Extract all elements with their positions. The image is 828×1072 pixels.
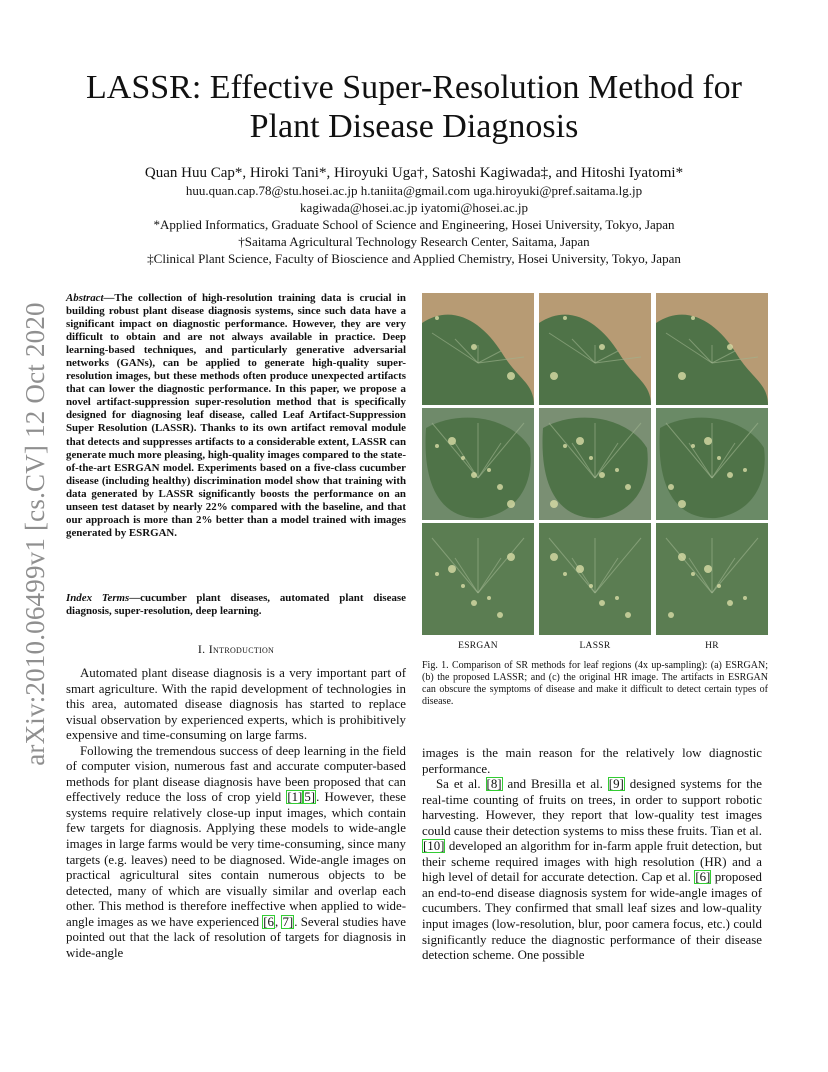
abstract	[66, 292, 406, 540]
paragraph-text: Sa et al.	[436, 777, 486, 792]
leaf-image-hr-1	[656, 293, 768, 405]
abstract-label: Abstract	[66, 292, 104, 304]
paper-title: LASSR: Effective Super-Resolution Method for Plant Disease Diagnosis	[86, 69, 742, 145]
paragraph-text: . However, these systems require relatively close-up input images, which contain few targets for diagnosis. Applying these models to wide-angle images in large farms would be very time-consuming, since many targets (e.g. leaves) need to be diagnosed. Wide-angle images on practical agricultural sites contain numerous objects to be detected, many of which are visually similar and overlap each other. This method is therefore ineffective when applied to wide-angle images as we have experienced	[66, 790, 406, 929]
citation-link-1[interactable]: [1]	[287, 790, 303, 805]
figure-column-labels	[422, 641, 768, 651]
paragraph-text: . Several studies have pointed out that the lack of resolution of targets for diagnosis in wide-angle	[66, 914, 406, 960]
citation-link-7[interactable]: 7]	[282, 914, 294, 929]
index-terms-label: Index Terms	[66, 592, 130, 604]
paragraph-text: proposed an end-to-end disease diagnosis system for wide-angle images of cucumbers. They confirmed that small leaf sizes and low-quality input images (low-resolution, blur, poor camera focus, etc.) could significantly reduce the diagnostic performance of their disease detection scheme. One possible	[422, 870, 762, 963]
author-list: Quan Huu Cap*, Hiroki Tani*, Hiroyuki Uga†, Satoshi Kagiwada‡, and Hitoshi Iyatomi*	[144, 165, 684, 181]
citation-link-8[interactable]: [8]	[486, 777, 502, 792]
affiliation-saitama: †Saitama Agricultural Technology Research Center, Saitama, Japan	[238, 234, 590, 249]
citation-link-6b[interactable]: [6]	[695, 870, 711, 885]
leaf-image-hr-2	[656, 408, 768, 520]
citation-link-10[interactable]: [10]	[423, 839, 445, 854]
arxiv-identifier-stamp: arXiv:2010.06499v1 [cs.CV] 12 Oct 2020	[20, 302, 50, 766]
paragraph: Automated plant disease diagnosis is a very important part of smart agriculture. With the rapid development of technologies in this area, automated disease diagnosis has started to replace visual observation by experienced experts, which is prohibitively expensive and time-consuming on large farms.	[66, 666, 406, 743]
leaf-image-lassr-1	[539, 293, 651, 405]
column-label-lassr: LASSR	[579, 641, 611, 651]
paragraph-text: designed systems for the real-time counting of fruits on trees, in order to support robotic harvesting. However, they report that low-quality test images could cause their detection systems to miss these fruits. Tian et al.	[422, 777, 762, 838]
author-emails-line-2: kagiwada@hosei.ac.jp iyatomi@hosei.ac.jp	[300, 200, 528, 215]
leaf-image-esrgan-3	[422, 523, 534, 635]
paragraph-text: developed an algorithm for in-farm apple fruit detection, but their scheme required images with high resolution (HR) and a high level of detail for accurate detection. Cap et al.	[422, 839, 762, 885]
section-heading-introduction	[66, 642, 406, 657]
paragraph	[422, 777, 762, 964]
leaf-image-esrgan-2	[422, 408, 534, 520]
figure-1	[422, 293, 768, 651]
paragraph: images is the main reason for the relatively low diagnostic performance.	[422, 746, 762, 776]
affiliation-hosei-informatics: *Applied Informatics, Graduate School of Science and Engineering, Hosei University, Tokyo, Japan	[153, 217, 675, 232]
paragraph-text: Following the tremendous success of deep learning in the field of computer vision, numerous fast and accurate computer-based methods for plant disease diagnosis have been proposed that can effectively reduce the loss of crop yield	[66, 743, 406, 805]
citation-link-5[interactable]: 5]	[304, 790, 316, 805]
paragraph: Following the tremendous success of deep learning in the field of computer vision, numerous fast and accurate computer-based methods for plant disease diagnosis have been proposed that can effectively reduce the loss of crop yield [1] 5]. However, these systems require relatively close-up input images, which contain few targets for diagnosis. Applying these models to wide-angle images in large farms would be very time-consuming, since many targets (e.g. leaves) need to be diagnosed. Wide-angle images on practical agricultural sites contain numerous objects to be detected, many of which are visually similar and overlap each other. This method is therefore ineffective when applied to wide-angle images as we have experienced [6, 7]. Several studies have pointed out that the lack of resolution of targets for diagnosis in wide-angle	[66, 743, 406, 960]
leaf-image-esrgan-1	[422, 293, 534, 405]
citation-link-9[interactable]: [9]	[608, 777, 624, 792]
figure-caption: Fig. 1. Comparison of SR methods for leaf regions (4x up-sampling): (a) ESRGAN; (b) the proposed LASSR; and (c) the original HR image. The artifacts in ESRGAN can obscure the symptoms of disease and make it difficult to detect certain types of disease.	[422, 660, 768, 707]
section-number: I.	[197, 642, 206, 656]
section-title: Introduction	[208, 642, 275, 656]
author-emails-line-1: huu.quan.cap.78@stu.hosei.ac.jp h.taniita@gmail.com uga.hiroyuki@pref.saitama.lg.jp	[185, 183, 643, 198]
leaf-image-lassr-2	[539, 408, 651, 520]
index-terms	[66, 592, 406, 618]
index-terms-text: —cucumber plant diseases, automated plant disease diagnosis, super-resolution, deep learning.	[66, 592, 406, 618]
column-label-esrgan: ESRGAN	[458, 641, 498, 651]
right-column-body	[422, 746, 762, 964]
column-label-hr: HR	[705, 641, 719, 651]
left-column-body	[66, 666, 406, 961]
citation-link-6[interactable]: [6	[263, 914, 275, 929]
leaf-image-lassr-3	[539, 523, 651, 635]
leaf-image-hr-3	[656, 523, 768, 635]
paragraph-text: and Bresilla et al.	[502, 777, 608, 792]
abstract-text: —The collection of high-resolution training data is crucial in building robust plant disease diagnosis systems, since such data have a significant impact on diagnostic performance. However, they are very difficult to obtain and are not always available in practice. Deep learning-based techniques, and particularly generative adversarial networks (GANs), can be applied to generate high-quality super-resolution images, but these methods often produce unexpected artifacts that can lower the diagnostic performance. In this paper, we propose a novel artifact-suppression super-resolution method that is specifically designed for diagnosing leaf disease, called Leaf Artifact-Suppression Super Resolution (LASSR). Thanks to its own artifact removal module that detects and suppresses artifacts to a considerable extent, LASSR can generate much more pleasing, high-quality images compared to the state-of-the-art ESRGAN model. Experiments based on a five-class cucumber disease (including healthy) discrimination model show that training with data generated by LASSR significantly boosts the performance on an unseen test dataset by nearly 22% compared with the baseline, and that our approach is more than 2% better than a model trained with images generated by ESRGAN.	[66, 292, 406, 539]
leaf-comparison-grid	[422, 293, 768, 635]
affiliation-hosei-bioscience: ‡Clinical Plant Science, Faculty of Bioscience and Applied Chemistry, Hosei University, Tokyo, Japan	[147, 251, 681, 266]
